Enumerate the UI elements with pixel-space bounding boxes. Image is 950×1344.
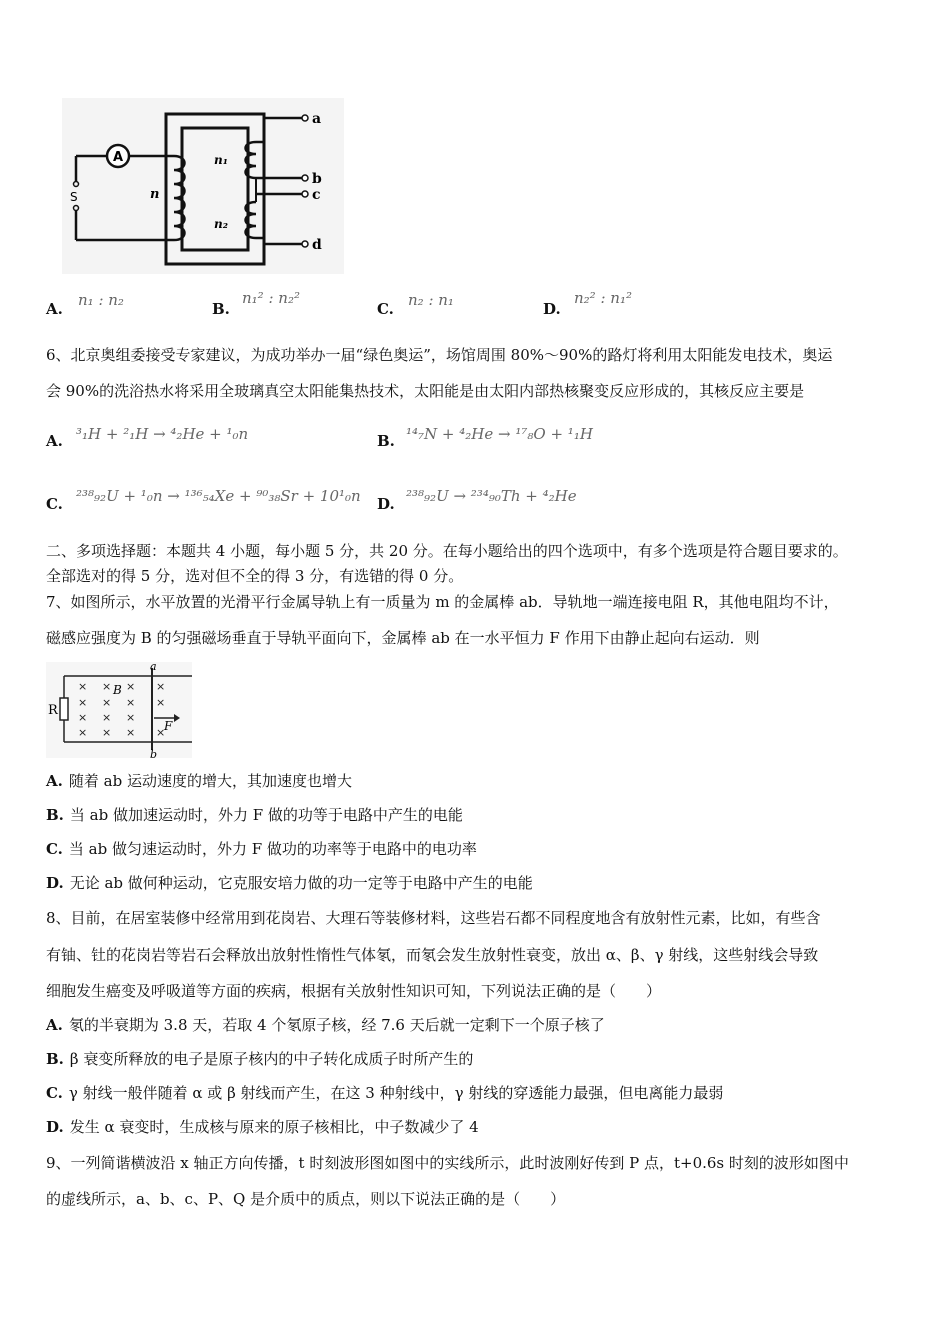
q5-option-c: n₂ : n₁ bbox=[408, 291, 454, 309]
source-label: S bbox=[70, 190, 78, 204]
q6-option-a: ³₁H + ²₁H → ⁴₂He + ¹₀n bbox=[76, 425, 249, 443]
q8-option-b: B. β 衰变所释放的电子是原子核内的中子转化成质子时所产生的 bbox=[46, 1050, 474, 1068]
q8-option-a: A. 氡的半衰期为 3.8 天，若取 4 个氡原子核，经 7.6 天后就一定剩下一个原子核了 bbox=[46, 1016, 605, 1034]
rod-end-a-label: a bbox=[150, 662, 157, 673]
svg-text:×: × bbox=[126, 726, 136, 739]
terminal-d-label: d bbox=[312, 237, 322, 253]
svg-text:×: × bbox=[156, 680, 166, 693]
q7-option-c: C. 当 ab 做匀速运动时，外力 F 做功的功率等于电路中的电功率 bbox=[46, 840, 477, 858]
q8-stem-line3: 细胞发生癌变及呼吸道等方面的疾病，根据有关放射性知识可知，下列说法正确的是（ ） bbox=[46, 982, 662, 1000]
q6-option-c: ²³⁸₉₂U + ¹₀n → ¹³⁶₅₄Xe + ⁹⁰₃₈Sr + 10¹₀n bbox=[76, 487, 361, 505]
q8-stem-line2: 有铀、钍的花岗岩等岩石会释放出放射性惰性气体氡，而氡会发生放射性衰变，放出 α、β、γ 射线，这些射线会导致 bbox=[46, 946, 819, 964]
q5-option-a: n₁ : n₂ bbox=[78, 291, 124, 309]
svg-text:×: × bbox=[78, 726, 88, 739]
terminal-b-label: b bbox=[312, 171, 322, 187]
resistor-label: R bbox=[48, 703, 58, 718]
q7-option-b: B. 当 ab 做加速运动时，外力 F 做的功等于电路中产生的电能 bbox=[46, 806, 463, 824]
q7-option-a: A. 随着 ab 运动速度的增大，其加速度也增大 bbox=[46, 772, 352, 790]
field-b-label: B bbox=[113, 683, 122, 697]
svg-text:×: × bbox=[156, 726, 166, 739]
ammeter-label: A bbox=[113, 150, 124, 165]
q7-stem-line1: 7、如图所示，水平放置的光滑平行金属导轨上有一质量为 m 的金属棒 ab．导轨地一端连接电阻 R，其他电阻均不计， bbox=[46, 593, 839, 611]
resistor-icon bbox=[60, 698, 68, 720]
svg-text:×: × bbox=[126, 711, 136, 724]
q6-option-b-label: B. bbox=[377, 432, 395, 450]
svg-text:×: × bbox=[156, 696, 166, 709]
q7-stem-line2: 磁感应强度为 B 的匀强磁场垂直于导轨平面向下，金属棒 ab 在一水平恒力 F 作用下由静止起向右运动．则 bbox=[46, 629, 760, 647]
svg-text:×: × bbox=[126, 680, 136, 693]
n1-label: n₁ bbox=[214, 153, 228, 167]
q7-option-d: D. 无论 ab 做何种运动，它克服安培力做的功一定等于电路中产生的电能 bbox=[46, 874, 533, 892]
svg-text:×: × bbox=[78, 680, 88, 693]
q6-option-d-label: D. bbox=[377, 495, 395, 513]
q8-stem-line1: 8、目前，在居室装修中经常用到花岗岩、大理石等装修材料，这些岩石都不同程度地含有放射性元素，比如，有些含 bbox=[46, 909, 821, 927]
q5-option-d-label: D. bbox=[543, 300, 561, 318]
q8-option-d: D. 发生 α 衰变时，生成核与原来的原子核相比，中子数减少了 4 bbox=[46, 1118, 479, 1136]
q6-option-d: ²³⁸₉₂U → ²³⁴₉₀Th + ⁴₂He bbox=[406, 487, 577, 505]
svg-text:×: × bbox=[126, 696, 136, 709]
section2-heading-line1: 二、多项选择题：本题共 4 小题，每小题 5 分，共 20 分。在每小题给出的四个选项中，有多个选项是符合题目要求的。 bbox=[46, 542, 848, 560]
q5-option-a-label: A. bbox=[46, 300, 63, 318]
force-f-label: F bbox=[164, 719, 173, 733]
section2-heading-line2: 全部选对的得 5 分，选对但不全的得 3 分，有选错的得 0 分。 bbox=[46, 567, 464, 585]
q6-option-b: ¹⁴₇N + ⁴₂He → ¹⁷₈O + ¹₁H bbox=[406, 425, 593, 443]
svg-text:×: × bbox=[78, 696, 88, 709]
terminal-a-label: a bbox=[312, 111, 322, 127]
q6-option-a-label: A. bbox=[46, 432, 63, 450]
q5-option-c-label: C. bbox=[377, 300, 394, 318]
q6-option-c-label: C. bbox=[46, 495, 63, 513]
svg-text:×: × bbox=[102, 711, 112, 724]
svg-text:×: × bbox=[102, 680, 112, 693]
q9-stem-line2: 的虚线所示，a、b、c、P、Q 是介质中的质点，则以下说法正确的是（ ） bbox=[46, 1190, 566, 1208]
q5-option-d: n₂² : n₁² bbox=[574, 289, 632, 307]
rail-circuit-figure bbox=[46, 662, 192, 758]
q9-stem-line1: 9、一列简谐横波沿 x 轴正方向传播，t 时刻波形图如图中的实线所示，此时波刚好传到 P 点，t+0.6s 时刻的波形如图中 bbox=[46, 1154, 849, 1172]
n2-label: n₂ bbox=[214, 217, 228, 231]
q8-option-c: C. γ 射线一般伴随着 α 或 β 射线而产生，在这 3 种射线中，γ 射线的穿透能力最强，但电离能力最弱 bbox=[46, 1084, 724, 1102]
transformer-figure bbox=[62, 98, 344, 274]
q5-option-b-label: B. bbox=[212, 300, 230, 318]
q6-stem-line1: 6、北京奥组委接受专家建议，为成功举办一届“绿色奥运”，场馆周围 80%～90%的路灯将利用太阳能发电技术，奥运 bbox=[46, 346, 833, 364]
q5-option-b: n₁² : n₂² bbox=[242, 289, 300, 307]
svg-text:×: × bbox=[78, 711, 88, 724]
svg-text:×: × bbox=[102, 726, 112, 739]
q6-stem-line2: 会 90%的洗浴热水将采用全玻璃真空太阳能集热技术，太阳能是由太阳内部热核聚变反应形成的，其核反应主要是 bbox=[46, 382, 805, 400]
rod-end-b-label: b bbox=[150, 748, 158, 758]
primary-n-label: n bbox=[150, 187, 160, 202]
terminal-c-label: c bbox=[312, 187, 321, 203]
svg-text:×: × bbox=[102, 696, 112, 709]
